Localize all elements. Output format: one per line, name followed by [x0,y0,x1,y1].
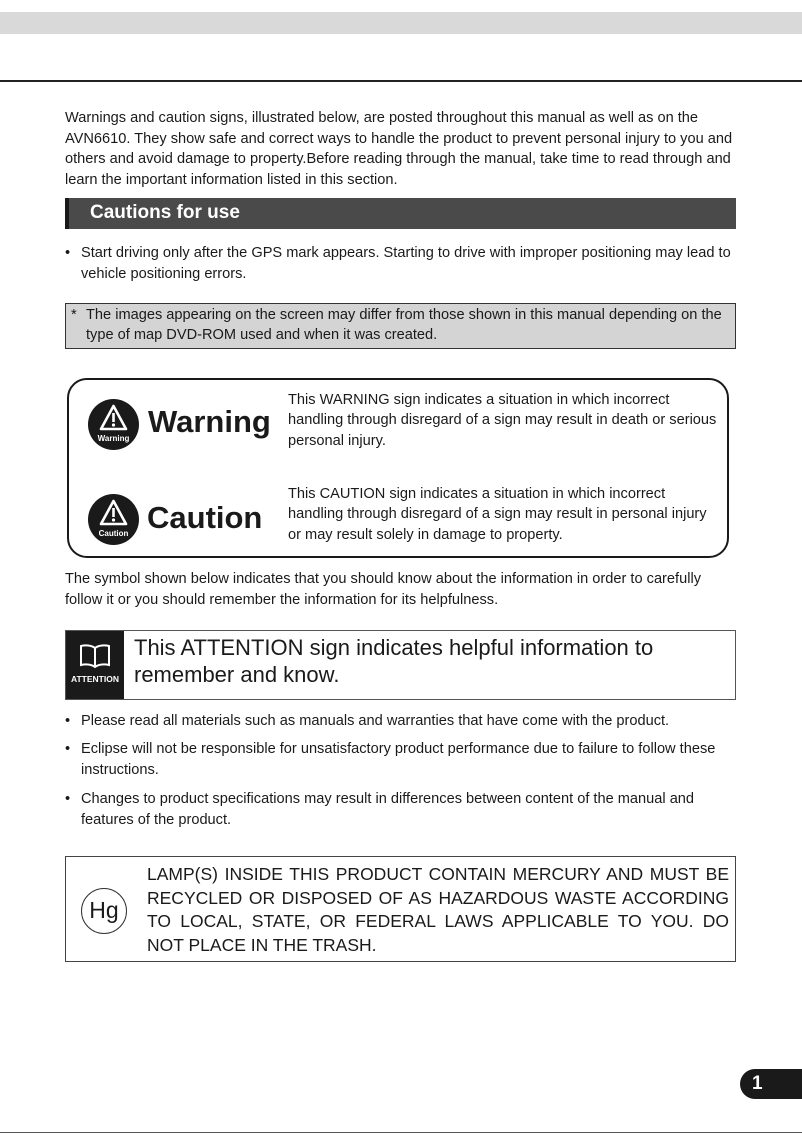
warning-icon-label: Warning [97,434,130,443]
book-icon [66,631,124,699]
header-bar [0,12,802,34]
intro-paragraph: Warnings and caution signs, illustrated below, are posted throughout this manual as well as on the AVN6610. They show safe and correct ways to handle the product to prevent personal injury to you and others and avoid damage to property.Before reading through the manual, take time to read through and learn the important information listed in this section. [65,110,733,188]
mercury-text: LAMP(S) INSIDE THIS PRODUCT CONTAIN MERCURY AND MUST BE RECYCLED OR DISPOSED OF AS HAZARDOUS WASTE ACCORDING TO LOCAL, STATE, OR FEDERAL LAWS APPLICABLE TO YOU. DO NOT PLACE IN THE TRASH. [147,864,729,955]
note-text: The images appearing on the screen may differ from those shown in this manual depending on the type of map DVD-ROM used and when it was created. [86,307,722,343]
list-item: • Changes to product specifications may result in differences between content of the manual and features of the product. [65,789,737,830]
list-item: • Eclipse will not be responsible for unsatisfactory product performance due to failure to follow these instructions. [65,739,737,780]
footer-rule [0,1132,802,1133]
note-box [65,303,736,349]
gps-bullet: • Start driving only after the GPS mark appears. Starting to drive with improper positioning may lead to vehicle positioning errors. [65,243,737,284]
symbol-paragraph: The symbol shown below indicates that you should know about the information in order to carefully follow it or you should remember the information for its helpfulness. [65,571,701,608]
note-marker: * [71,307,77,323]
attention-box [65,630,736,700]
mercury-icon: Hg [81,888,127,934]
list-item: • Please read all materials such as manuals and warranties that have come with the product. [65,711,737,732]
section-heading: Cautions for use [65,198,736,229]
attention-icon-label: ATTENTION [70,674,119,684]
warning-title: Warning [148,404,271,439]
caution-description: This CAUTION sign indicates a situation in which incorrect handling through disregard of a sign may result in personal injury or may result solely in damage to property. [288,486,707,543]
header-rule [0,80,802,82]
page-number: 1 [740,1069,802,1099]
mercury-warning-box [65,856,736,962]
caution-icon-label: Caution [98,529,129,538]
warning-description: This WARNING sign indicates a situation in which incorrect handling through disregard of a sign may result in death or serious personal injury. [288,392,717,449]
caution-title: Caution [147,500,263,535]
attention-text: This ATTENTION sign indicates helpful information to remember and know. [134,635,654,687]
caution-icon [88,494,139,545]
warning-icon [88,399,139,450]
